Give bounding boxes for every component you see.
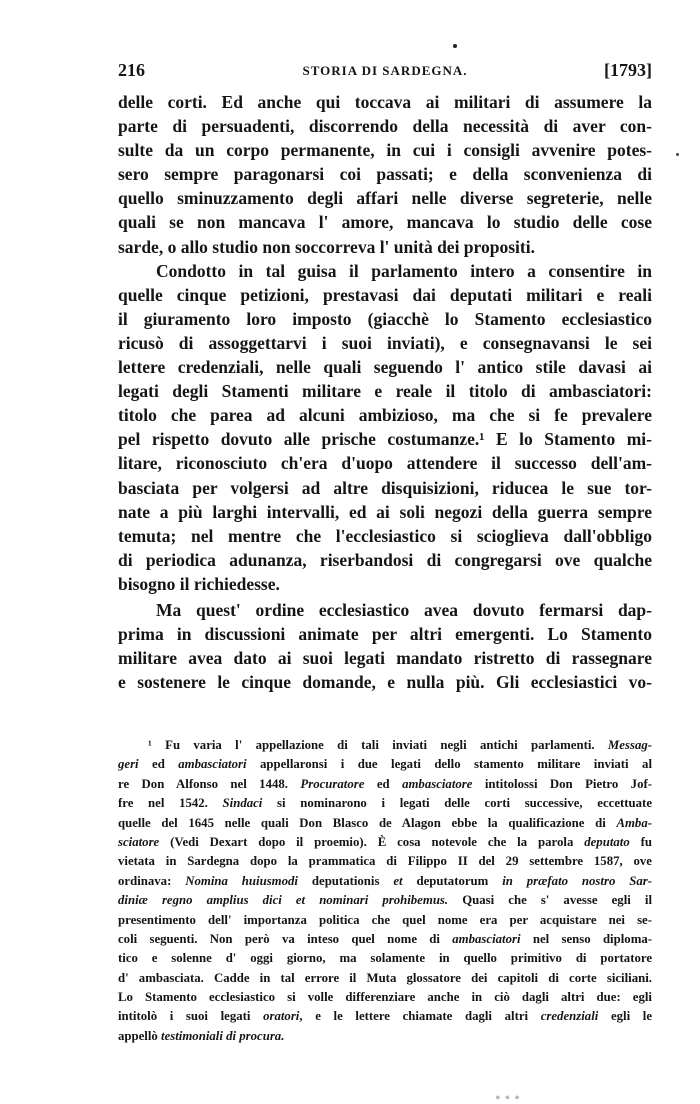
footnote-line (118, 814, 652, 833)
footnote-line (118, 852, 652, 871)
text-line: parte di persuadenti, discorrendo della necessità di aver con- (118, 116, 652, 137)
italic-text: geri (118, 757, 139, 772)
footnote-line (118, 891, 652, 910)
main-text (118, 90, 652, 694)
footnote-line (118, 736, 652, 755)
text-line: nate a più larghi intervalli, ed ai soli negozi della guerra sempre (118, 501, 652, 522)
footnote-text: ordinava: (118, 873, 186, 888)
text-line: temuta; nel mentre che l'ecclesiastico si scioglieva dall'obbligo (118, 525, 652, 546)
text-line: Ma quest' ordine ecclesiastico avea dovuto fermarsi dap- (156, 599, 652, 620)
italic-text: et (393, 873, 403, 888)
footnote-text: presentimento dell' importanza politica che quel nome era per acquistare nei se- (118, 912, 652, 927)
ink-speck (676, 153, 679, 156)
text-line: quello sminuzzamento degli affari nelle diverse segreterie, nelle (118, 188, 652, 209)
footnote-text: (Vedi Dexart dopo il proemio). È cosa notevole che la parola (159, 834, 585, 849)
footnote-line (118, 930, 652, 949)
footnote-line (118, 1007, 652, 1026)
text-line: ricusò di assoggettarvi i suoi inviati), e consegnavansi le sei (118, 332, 652, 353)
running-title: STORIA DI SARDEGNA. (302, 63, 468, 78)
footnote-line (118, 1027, 652, 1046)
text-line: bisogno il richiedesse. (118, 573, 280, 594)
footnote-text: quelle del 1645 nelle quali Don Blasco de Alagon ebbe la qualificazione di (118, 815, 617, 830)
watermark: • • • (495, 1090, 520, 1104)
italic-text: Sindaci (222, 796, 263, 811)
italic-text: diniæ regno amplius dici et nominari prohibemus. (118, 893, 449, 908)
text-line: il giuramento loro imposto (giacchè lo Stamento ecclesiastico (118, 308, 652, 329)
footnote-text: Quasi che s' avesse egli il (448, 893, 652, 908)
page-header (118, 60, 652, 84)
footnote-line (118, 775, 652, 794)
italic-text: ambasciatore (402, 776, 473, 791)
footnote-text: ed (138, 757, 179, 772)
italic-text: oratori (263, 1009, 300, 1024)
footnote-text: , e le lettere chiamate dagli altri (299, 1009, 541, 1024)
italic-text: ambasciatori (178, 757, 247, 772)
footnote-line (118, 988, 652, 1007)
footnote-text: nel senso diploma- (520, 931, 652, 946)
footnote-text: Lo Stamento ecclesiastico si volle differenziare anche in ciò dagli altri due: egli (118, 990, 652, 1005)
footnote-text: appellaronsi i due legati dello stamento militare inviati al (246, 757, 652, 772)
footnote-line (118, 833, 652, 852)
footnote-text: tico e solenne d' oggi giorno, ma solamente in quello primitivo di portatore (118, 951, 652, 966)
footnote-text: intitolossi Don Pietro Jof- (472, 776, 652, 791)
text-line: titolo che parea ad alcuni ambizioso, ma che si fe prevalere (118, 405, 652, 426)
footnote-text: d' ambasciata. Cadde in tal errore il Muta glossatore dei capitoli di corte siciliani. (118, 970, 652, 985)
italic-text: ambasciatori (452, 931, 521, 946)
text-line: Condotto in tal guisa il parlamento intero a consentire in (156, 260, 652, 281)
italic-text: sciatore (118, 834, 160, 849)
italic-text: Messag- (607, 738, 652, 752)
footnote-line (118, 969, 652, 988)
footnote-text: coli seguenti. Non però va inteso quel nome di (118, 931, 453, 946)
text-line: legati degli Stamenti militare e reale il titolo di ambasciatori: (118, 381, 652, 402)
footnote-text: ed (364, 776, 403, 791)
text-line: basciata per volgersi ad altre disquisizioni, riducea le sue tor- (118, 477, 652, 498)
text-line: quali se non mancava l' amore, mancava lo studio delle cose (118, 212, 652, 233)
header-year: [1793] (604, 60, 652, 80)
footnote-text: fu (629, 834, 652, 849)
footnote-text: fre nel 1542. (118, 796, 223, 811)
italic-text: Nomina huiusmodi (185, 873, 298, 888)
page-number: 216 (118, 60, 145, 80)
italic-text: Amba- (616, 815, 652, 830)
footnote-text: appellò (118, 1028, 162, 1043)
footnote-line (118, 911, 652, 930)
italic-text: deputato (584, 834, 630, 849)
footnote-line (118, 872, 652, 891)
ink-speck (453, 44, 457, 48)
text-line: quelle cinque petizioni, prestavasi dai deputati militari e reali (118, 284, 652, 305)
text-line: sero sempre paragonarsi coi passati; e della sconvenienza di (118, 164, 652, 185)
footnote-text: deputationis (298, 873, 394, 888)
text-line: sarde, o allo studio non soccorreva l' unità dei propositi. (118, 236, 535, 257)
footnote-text: deputatorum (402, 873, 503, 888)
footnote-text: ¹ Fu varia l' appellazione di tali inviati negli antichi parlamenti. (148, 738, 608, 752)
text-line: prima in discussioni animate per altri emergenti. Lo Stamento (118, 624, 652, 645)
footnote-text: egli le (598, 1009, 652, 1024)
text-line: litare, riconosciuto ch'era d'uopo attendere il successo dell'am- (118, 453, 652, 474)
italic-text: Procuratore (300, 776, 365, 791)
footnote-text: si nominarono i legati delle corti successive, eccettuate (262, 796, 652, 811)
footnote-line (118, 755, 652, 774)
footnote-line (118, 949, 652, 968)
footnote-text: re Don Alfonso nel 1448. (118, 776, 301, 791)
italic-text: testimoniali di procura. (161, 1028, 285, 1043)
italic-text: in præfato nostro Sar- (502, 873, 652, 888)
footnote-line (118, 794, 652, 813)
text-line: lettere credenziali, nelle quali seguendo l' antico stile davasi ai (118, 357, 652, 378)
text-line: e sostenere le cinque domande, e nulla più. Gli ecclesiastici vo- (118, 672, 652, 693)
text-line: militare avea dato ai suoi legati mandato ristretto di rassegnare (118, 648, 652, 669)
text-line: di periodica adunanza, riserbandosi di congregarsi ove qualche (118, 549, 652, 570)
text-line: pel rispetto dovuto alle prische costumanze.¹ E lo Stamento mi- (118, 429, 652, 450)
footnote (118, 736, 652, 1046)
footnote-text: vietata in Sardegna dopo la prammatica di Filippo II del 29 settembre 1587, ove (118, 854, 652, 869)
italic-text: credenziali (540, 1009, 599, 1024)
footnote-text: intitolò i suoi legati (118, 1009, 264, 1024)
text-line: delle corti. Ed anche qui toccava ai militari di assumere la (118, 92, 652, 112)
text-line: sulte da un corpo permanente, in cui i consigli avvenire potes- (118, 140, 652, 161)
